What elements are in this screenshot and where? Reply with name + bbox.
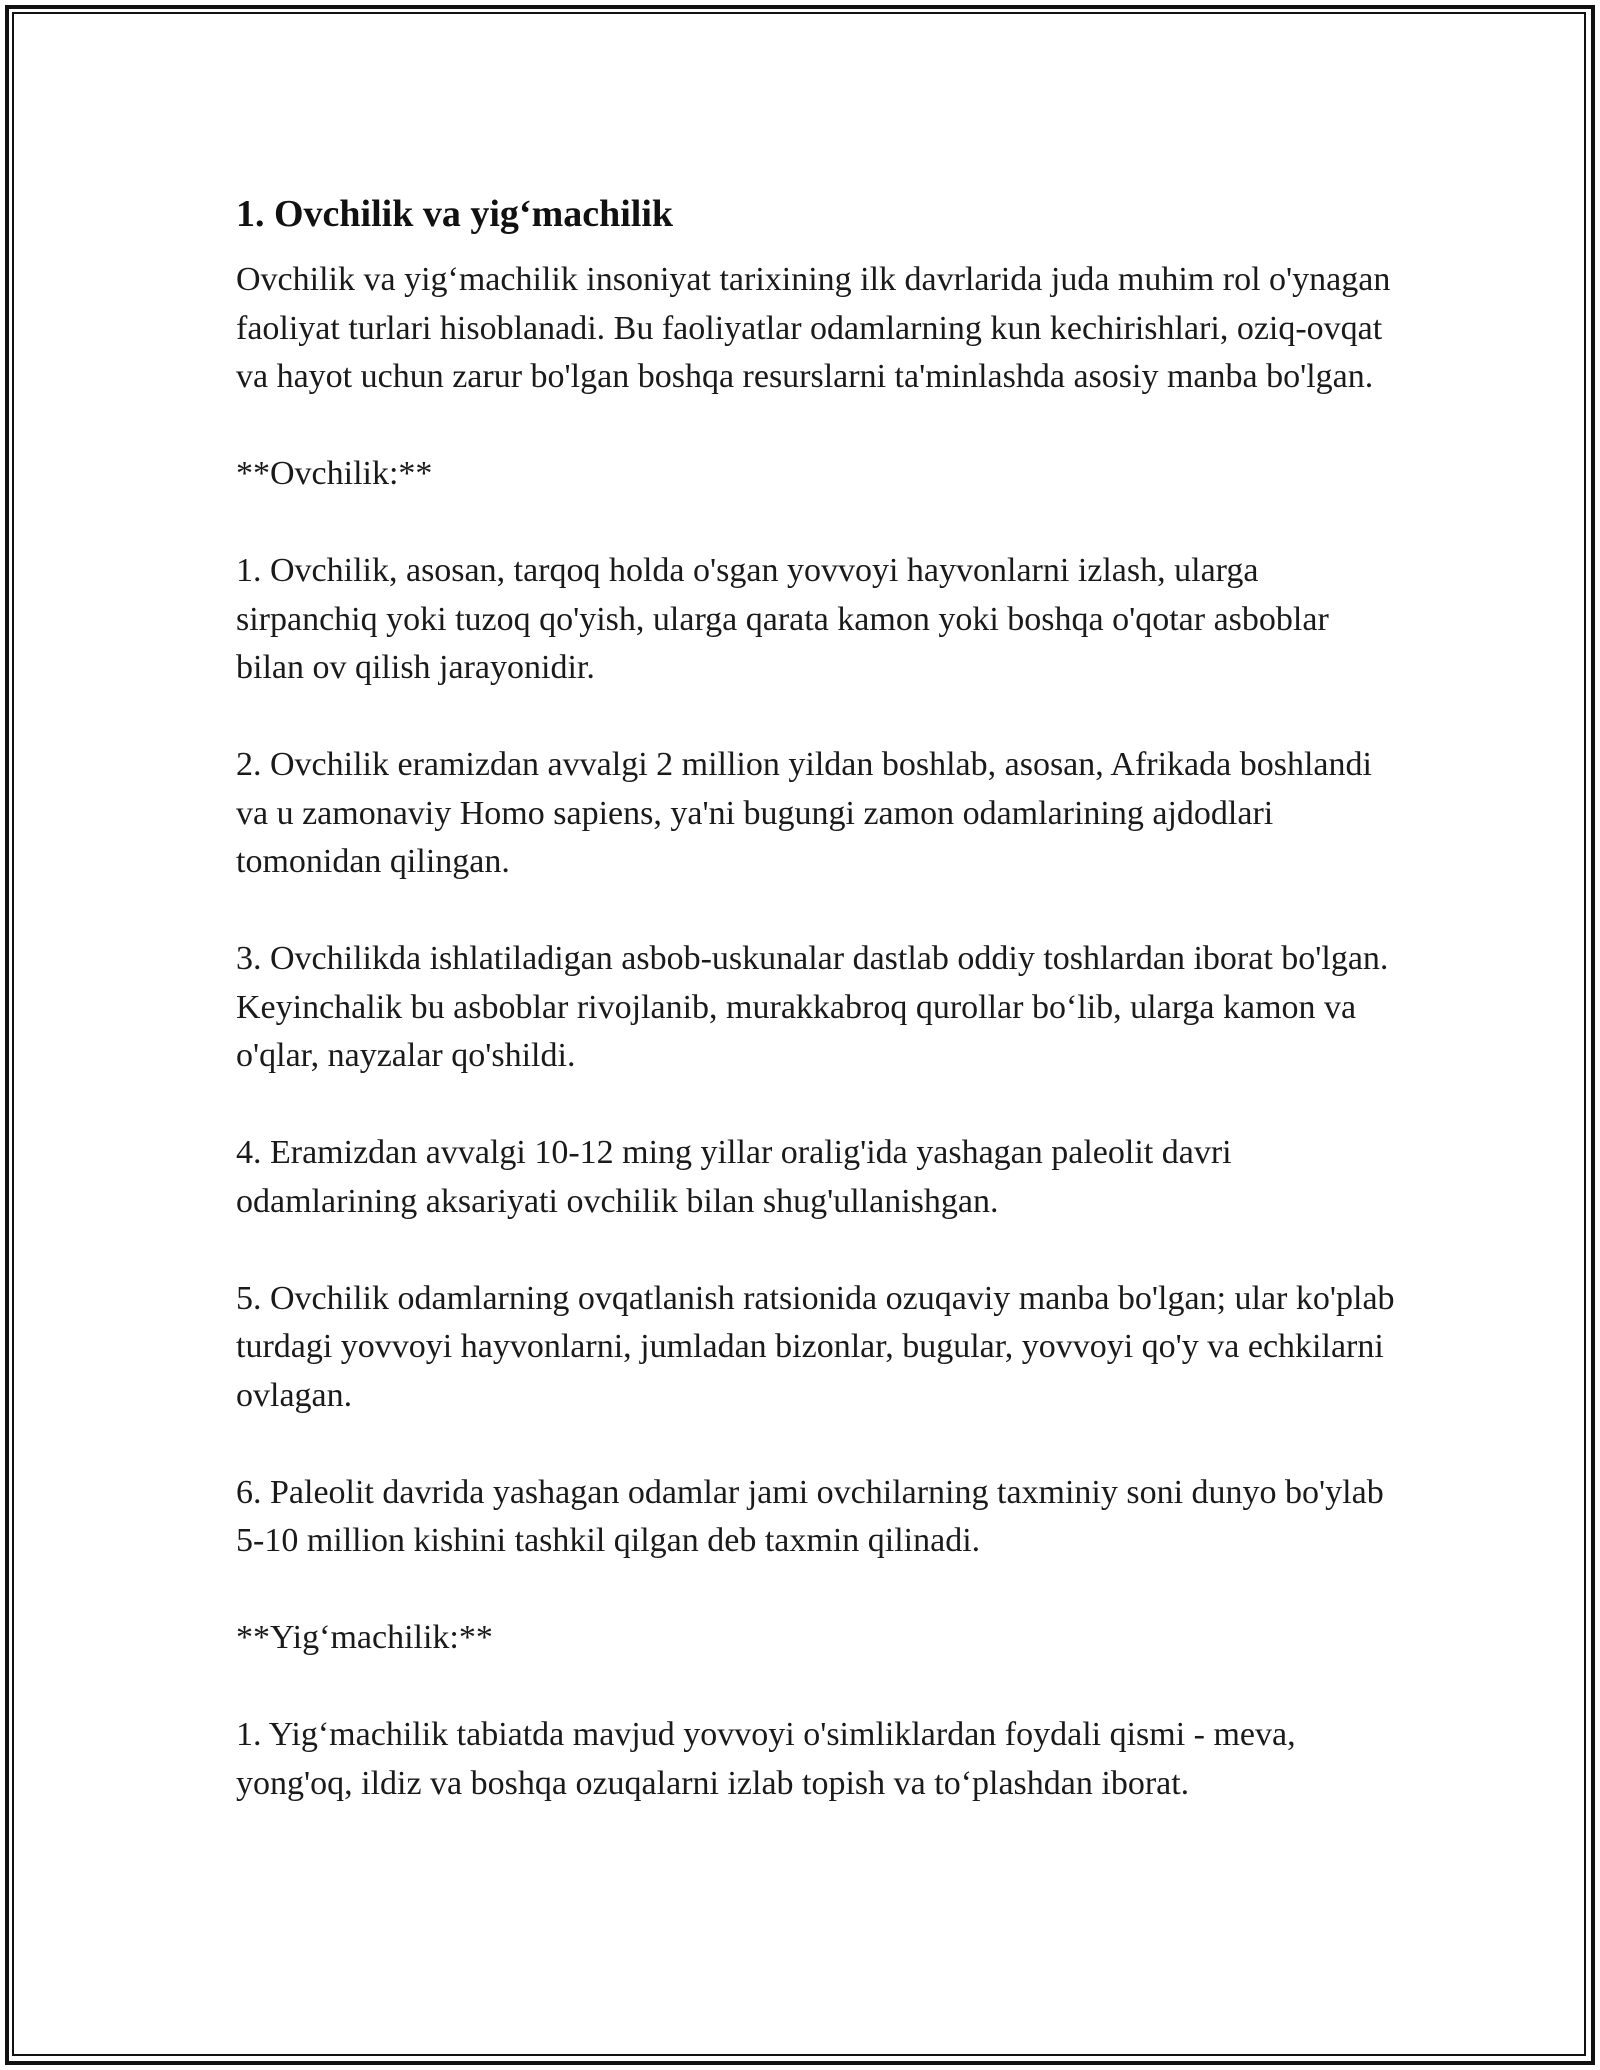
list-item-gathering-1: 1. Yig‘machilik tabiatda mavjud yovvoyi o'simliklardan foydali qismi - meva, yong'oq, ildiz va boshqa ozuqalarni izlab topish va to‘plashdan iborat. bbox=[236, 1716, 1296, 1802]
document-body bbox=[236, 186, 1396, 1808]
section-heading: 1. Ovchilik va yig‘machilik bbox=[236, 193, 674, 235]
list-item-hunting-5: 5. Ovchilik odamlarning ovqatlanish ratsionida ozuqaviy manba bo'lgan; ular ko'plab turdagi yovvoyi hayvonlarni, jumladan bizonlar, bugular, yovvoyi qo'y va echkilarni ovlagan. bbox=[236, 1279, 1395, 1414]
list-item-hunting-1: 1. Ovchilik, asosan, tarqoq holda o'sgan yovvoyi hayvonlarni izlash, ularga sirpanchiq yoki tuzoq qo'yish, ularga qarata kamon yoki boshqa o'qotar asboblar bilan ov qilish jarayonidir. bbox=[236, 552, 1329, 686]
list-item-hunting-2: 2. Ovchilik eramizdan avvalgi 2 million yildan boshlab, asosan, Afrikada boshlandi va u zamonaviy Homo sapiens, ya'ni bugungi zamon odamlarining ajdodlari tomonidan qilingan. bbox=[236, 746, 1372, 880]
list-item-hunting-4: 4. Eramizdan avvalgi 10-12 ming yillar oralig'ida yashagan paleolit davri odamlarining aksariyati ovchilik bilan shug'ullanishgan. bbox=[236, 1134, 1232, 1220]
list-item-hunting-6: 6. Paleolit davrida yashagan odamlar jami ovchilarning taxminiy soni dunyo bo'ylab 5-10 million kishini tashkil qilgan deb taxmin qilinadi. bbox=[236, 1473, 1384, 1559]
intro-paragraph: Ovchilik va yig‘machilik insoniyat tarixining ilk davrlarida juda muhim rol o'ynagan faoliyat turlari hisoblanadi. Bu faoliyatlar odamlarning kun kechirishlari, oziq-ovqat va hayot uchun zarur bo'lgan boshqa resurslarni ta'minlashda asosiy manba bo'lgan. bbox=[236, 261, 1391, 395]
subheading-gathering: **Yig‘machilik:** bbox=[236, 1619, 493, 1656]
list-item-hunting-3: 3. Ovchilikda ishlatiladigan asbob-uskunalar dastlab oddiy toshlardan iborat bo'lgan. Keyinchalik bu asboblar rivojlanib, murakkabroq qurollar bo‘lib, ularga kamon va o'qlar, nayzalar qo'shildi. bbox=[236, 940, 1389, 1074]
subheading-hunting: **Ovchilik:** bbox=[236, 455, 433, 492]
